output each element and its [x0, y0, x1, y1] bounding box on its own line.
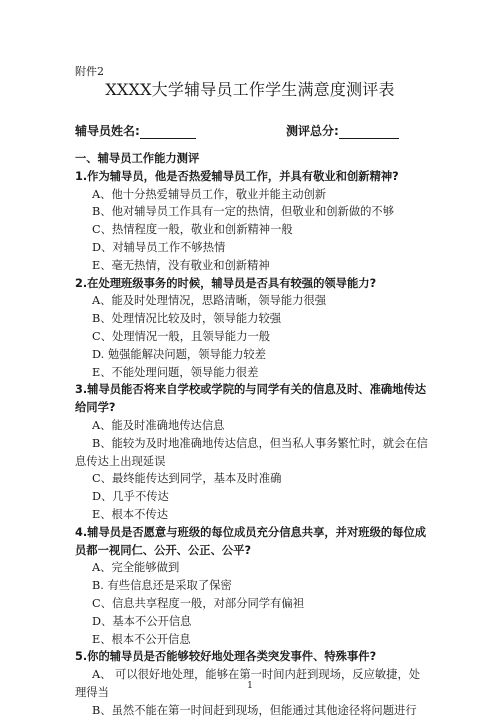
question-1-option-d: D、对辅导员工作不够热情	[92, 240, 226, 254]
question-4-option-b: B. 有些信息还是采取了保密	[92, 579, 232, 593]
counselor-name-field	[75, 122, 196, 139]
questionnaire-body	[75, 150, 431, 720]
page-title: XXXX大学辅导员工作学生满意度测评表	[105, 80, 395, 99]
section-heading: 一、辅导员工作能力测评	[75, 152, 200, 165]
question-5: 5.你的辅导员是否能够较好地处理各类突发事件、特殊事件?	[75, 650, 377, 664]
question-3-option-d: D、几乎不传达	[92, 490, 169, 504]
question-1-option-c: C、热情程度一般，敬业和创新精神一般	[92, 223, 293, 237]
question-3-option-b: B、能较为及时地准确地传达信息，但当私人事务繁忙时，就会在信息传达上出现延误	[75, 436, 428, 468]
question-4-option-a: A、完全能够做到	[92, 561, 180, 575]
counselor-name-label: 辅导员姓名:	[75, 124, 140, 138]
question-4-option-d: D、基本不公开信息	[92, 614, 192, 628]
question-4-option-e: E、根本不公开信息	[92, 632, 191, 646]
question-2-option-d: D. 勉强能解决问题，领导能力较差	[92, 347, 266, 361]
total-score-label: 测评总分:	[286, 124, 339, 138]
question-2: 2.在处理班级事务的时候，辅导员是否具有较强的领导能力?	[75, 276, 377, 290]
question-3: 3.辅导员能否将来自学校或学院的与同学有关的信息及时、准确地传达给同学?	[75, 383, 427, 415]
question-2-option-e: E、不能处理问题，领导能力很差	[92, 365, 259, 379]
total-score-blank	[339, 126, 399, 139]
question-4-option-c: C、信息共享程度一般，对部分同学有偏袒	[92, 596, 304, 610]
question-1-option-b: B、他对辅导员工作具有一定的热情，但敬业和创新做的不够	[92, 205, 395, 219]
question-3-option-c: C、最终能传达到同学，基本及时准确	[92, 472, 282, 486]
question-5-option-b: B、虽然不能在第一时间赶到现场，但能通过其他途径将问题进行	[92, 703, 417, 717]
question-4: 4.辅导员是否愿意与班级的每位成员充分信息共享，并对班级的每位成员都一视同仁、公开、公正、公平?	[75, 525, 427, 557]
question-1-option-a: A、他十分热爱辅导员工作，敬业并能主动创新	[92, 187, 327, 201]
question-3-option-a: A、能及时准确地传达信息	[92, 418, 225, 432]
total-score-field	[286, 122, 399, 139]
page-number: 1	[247, 681, 253, 691]
counselor-name-blank	[140, 126, 196, 139]
attachment-label: 附件2	[75, 65, 104, 78]
question-2-option-b: B、处理情况比较及时，领导能力较强	[92, 312, 282, 326]
question-2-option-c: C、处理情况一般，且领导能力一般	[92, 329, 271, 343]
question-1: 1.作为辅导员，他是否热爱辅导员工作，并具有敬业和创新精神?	[75, 169, 399, 183]
question-2-option-a: A、能及时处理情况，思路清晰，领导能力很强	[92, 294, 327, 308]
question-1-option-e: E、毫无热情，没有敬业和创新精神	[92, 258, 270, 272]
question-5-option-a: A、 可以很好地处理，能够在第一时间内赶到现场，反应敏捷，处理得当	[75, 668, 421, 699]
question-3-option-e: E、根本不传达	[92, 507, 169, 521]
